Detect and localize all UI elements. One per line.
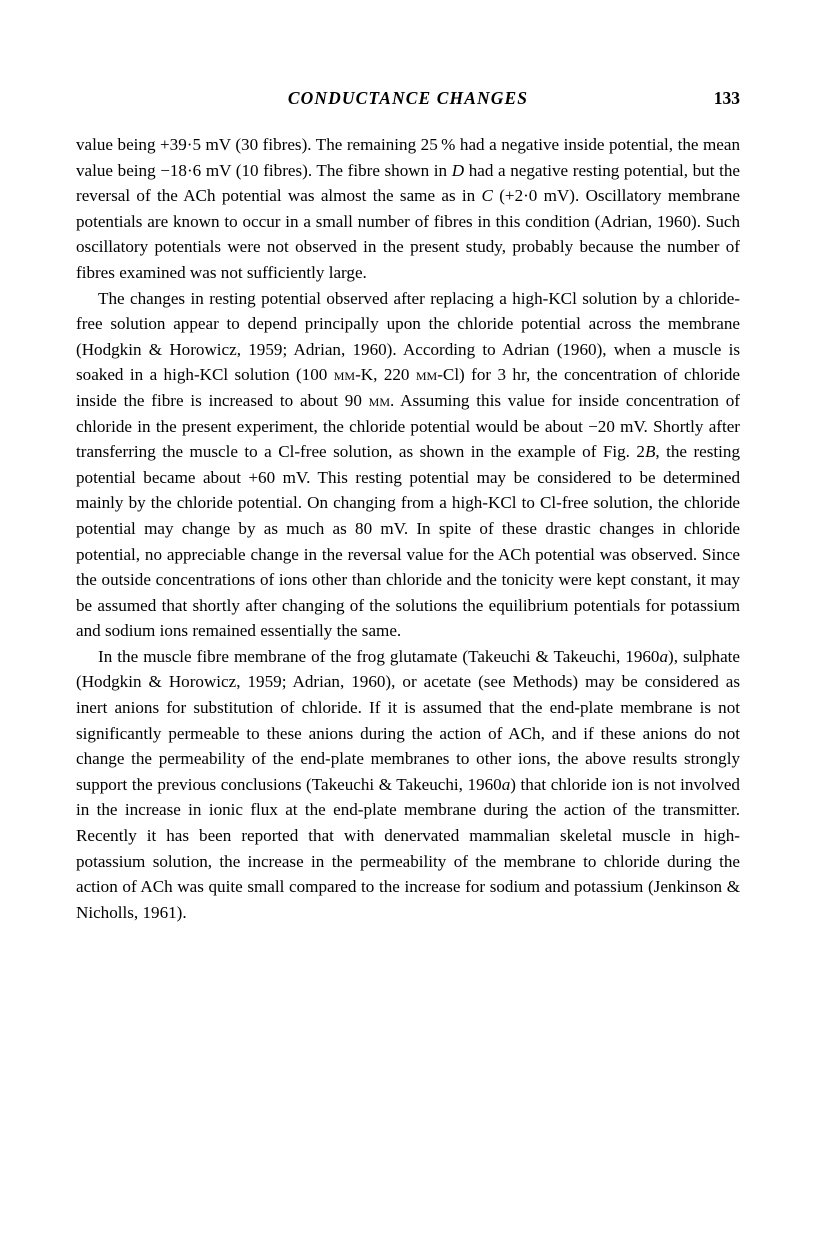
paragraph-1: value being +39·5 mV (30 fibres). The remaining 25 % had a negative inside potential, the mean value being −18·6 mV (10 fibres). The fibre shown in D had a negative resting potential, but the reversal of the ACh potential was almost the same as in C (+2·0 mV). Oscillatory membrane potentials are known to occur in a small number of fibres in this condition (Adrian, 1960). Such oscillatory potentials were not observed in the present study, probably because the number of fibres examined was not sufficiently large. <box>76 135 740 282</box>
page-header <box>76 88 740 118</box>
paragraph-3: In the muscle fibre membrane of the frog glutamate (Takeuchi & Takeuchi, 1960a), sulphate (Hodgkin & Horowicz, 1959; Adrian, 1960), or acetate (see Methods) may be considered as inert anions for substitution of chloride. If it is assumed that the end-plate membrane is not significantly permeable to these anions during the action of ACh, and if these anions do not change the permeability of the end-plate membranes to other ions, the above results strongly support the previous conclusions (Takeuchi & Takeuchi, 1960a) that chloride ion is not involved in the increase in ionic flux at the end-plate membrane during the action of the transmitter. Recently it has been reported that with denervated mammalian skeletal muscle in high-potassium solution, the increase in the permeability of the membrane to chloride during the action of ACh was quite small compared to the increase for sodium and potassium (Jenkinson & Nicholls, 1961). <box>76 646 740 922</box>
page-number: 133 <box>713 88 740 108</box>
running-title: CONDUCTANCE CHANGES <box>287 88 529 108</box>
paragraph-2: The changes in resting potential observed after replacing a high-KCl solution by a chloride-free solution appear to depend principally upon the chloride potential across the membrane (Hodgkin & Horowicz, 1959; Adrian, 1960). According to Adrian (1960), when a muscle is soaked in a high-KCl solution (100 mm-K, 220 mm-Cl) for 3 hr, the concentration of chloride inside the fibre is increased to about 90 mm. Assuming this value for inside concentration of chloride in the present experiment, the chloride potential would be about −20 mV. Shortly after transferring the muscle to a Cl-free solution, as shown in the example of Fig. 2B, the resting potential became about +60 mV. This resting potential may be considered to be determined mainly by the chloride potential. On changing from a high-KCl to Cl-free solution, the chloride potential may change by as much as 80 mV. In spite of these drastic changes in chloride potential, no appreciable change in the reversal value for the ACh potential was observed. Since the outside concentrations of ions other than chloride and the tonicity were kept constant, it may be assumed that shortly after changing of the solutions the equilibrium potentials for potassium and sodium ions remained essentially the same. <box>76 288 741 641</box>
body-text <box>76 132 740 925</box>
